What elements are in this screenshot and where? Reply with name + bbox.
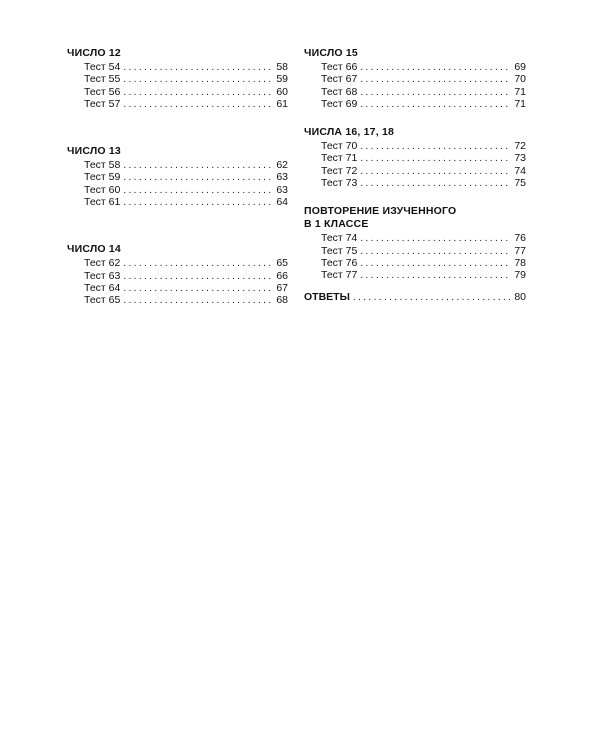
dot-leader <box>360 270 510 282</box>
dot-leader <box>123 99 272 111</box>
section-title: ПОВТОРЕНИЕ ИЗУЧЕННОГО В 1 КЛАССЕ <box>304 205 457 231</box>
toc-entry[interactable] <box>304 165 526 177</box>
entry-list <box>304 232 526 281</box>
dot-leader <box>360 62 510 74</box>
toc-entry[interactable] <box>67 171 288 183</box>
toc-entry[interactable] <box>67 196 288 208</box>
entry-label: Тест 65 <box>84 294 121 307</box>
entry-label: Тест 75 <box>321 244 358 257</box>
toc-section-number-12 <box>67 47 288 110</box>
dot-leader <box>360 233 510 245</box>
dot-leader <box>123 62 272 74</box>
dot-leader <box>353 291 510 304</box>
entry-page-number: 79 <box>514 269 526 282</box>
entry-label: Тест 58 <box>84 159 121 172</box>
entry-label: Тест 64 <box>84 281 121 294</box>
toc-entry[interactable] <box>304 177 526 189</box>
entry-page-number: 73 <box>514 152 526 165</box>
entry-page-number: 64 <box>276 196 288 209</box>
dot-leader <box>360 258 510 270</box>
entry-label: Тест 62 <box>84 257 121 270</box>
entry-page-number: 67 <box>276 281 288 294</box>
entry-list <box>304 140 526 189</box>
toc-entry[interactable] <box>67 184 288 196</box>
entry-page-number: 60 <box>276 85 288 98</box>
dot-leader <box>123 295 272 307</box>
dot-leader <box>123 87 272 99</box>
toc-entry[interactable] <box>67 86 288 98</box>
dot-leader <box>360 74 510 86</box>
entry-label: Тест 61 <box>84 196 121 209</box>
dot-leader <box>123 283 272 295</box>
entry-page-number: 74 <box>514 164 526 177</box>
dot-leader <box>360 178 510 190</box>
answers-page-number: 80 <box>514 290 526 303</box>
toc-entry[interactable] <box>67 61 288 73</box>
toc-section-numbers-16-17-18 <box>304 126 526 189</box>
entry-label: Тест 72 <box>321 164 358 177</box>
toc-entry[interactable] <box>304 232 526 244</box>
entry-page-number: 65 <box>276 257 288 270</box>
entry-list <box>304 61 526 110</box>
dot-leader <box>360 87 510 99</box>
section-title: ЧИСЛА 16, 17, 18 <box>304 126 395 139</box>
toc-entry[interactable] <box>304 73 526 85</box>
entry-page-number: 77 <box>514 244 526 257</box>
entry-list <box>67 257 288 306</box>
entry-page-number: 72 <box>514 140 526 153</box>
toc-section-review <box>304 205 526 281</box>
entry-page-number: 71 <box>514 97 526 110</box>
toc-right-column <box>304 47 526 304</box>
entry-label: Тест 63 <box>84 269 121 282</box>
entry-label: Тест 76 <box>321 256 358 269</box>
entry-page-number: 62 <box>276 159 288 172</box>
dot-leader <box>123 271 272 283</box>
section-title: ЧИСЛО 12 <box>67 47 121 59</box>
entry-label: Тест 55 <box>84 73 121 86</box>
toc-left-column <box>67 47 288 307</box>
entry-list <box>67 159 288 208</box>
entry-label: Тест 68 <box>321 85 358 98</box>
entry-label: Тест 67 <box>321 73 358 86</box>
entry-label: Тест 70 <box>321 140 358 153</box>
dot-leader <box>123 258 272 270</box>
entry-label: Тест 57 <box>84 97 121 110</box>
toc-section-number-15 <box>304 47 526 110</box>
toc-entry[interactable] <box>67 282 288 294</box>
entry-page-number: 59 <box>276 73 288 86</box>
dot-leader <box>123 197 272 209</box>
toc-entry-answers[interactable] <box>304 291 526 304</box>
section-title: ЧИСЛО 14 <box>67 243 121 256</box>
dot-leader <box>123 172 272 184</box>
toc-entry[interactable] <box>67 257 288 269</box>
entry-page-number: 66 <box>276 269 288 282</box>
toc-section-number-13 <box>67 145 288 208</box>
entry-page-number: 63 <box>276 183 288 196</box>
entry-label: Тест 74 <box>321 232 358 245</box>
dot-leader <box>360 166 510 178</box>
toc-entry[interactable] <box>304 61 526 73</box>
dot-leader <box>360 99 510 111</box>
answers-label: ОТВЕТЫ <box>304 290 350 303</box>
entry-label: Тест 69 <box>321 97 358 110</box>
entry-label: Тест 56 <box>84 85 121 98</box>
entry-label: Тест 54 <box>84 61 121 73</box>
dot-leader <box>360 153 510 165</box>
entry-page-number: 63 <box>276 171 288 184</box>
toc-section-number-14 <box>67 243 288 306</box>
entry-page-number: 68 <box>276 294 288 307</box>
dot-leader <box>123 74 272 86</box>
toc-entry[interactable] <box>67 270 288 282</box>
entry-page-number: 76 <box>514 232 526 245</box>
entry-page-number: 61 <box>276 97 288 110</box>
entry-page-number: 69 <box>514 61 526 73</box>
entry-list <box>67 61 288 110</box>
toc-entry[interactable] <box>304 86 526 98</box>
entry-label: Тест 77 <box>321 269 358 282</box>
entry-label: Тест 59 <box>84 171 121 184</box>
entry-page-number: 58 <box>276 61 288 73</box>
entry-label: Тест 60 <box>84 183 121 196</box>
dot-leader <box>123 185 272 197</box>
toc-entry[interactable] <box>67 98 288 110</box>
entry-page-number: 71 <box>514 85 526 98</box>
entry-page-number: 78 <box>514 256 526 269</box>
dot-leader <box>123 160 272 172</box>
toc-entry[interactable] <box>304 152 526 164</box>
section-title: ЧИСЛО 15 <box>304 47 358 59</box>
dot-leader <box>360 141 510 153</box>
entry-page-number: 70 <box>514 73 526 86</box>
toc-entry[interactable] <box>304 257 526 269</box>
toc-entry[interactable] <box>304 98 526 110</box>
entry-page-number: 75 <box>514 177 526 190</box>
toc-entry[interactable] <box>67 159 288 171</box>
section-title: ЧИСЛО 13 <box>67 145 121 158</box>
toc-entry[interactable] <box>67 73 288 85</box>
dot-leader <box>360 246 510 258</box>
toc-entry[interactable] <box>67 294 288 306</box>
entry-label: Тест 66 <box>321 61 358 73</box>
toc-entry[interactable] <box>304 269 526 281</box>
toc-entry[interactable] <box>304 245 526 257</box>
entry-label: Тест 73 <box>321 177 358 190</box>
toc-entry[interactable] <box>304 140 526 152</box>
entry-label: Тест 71 <box>321 152 358 165</box>
